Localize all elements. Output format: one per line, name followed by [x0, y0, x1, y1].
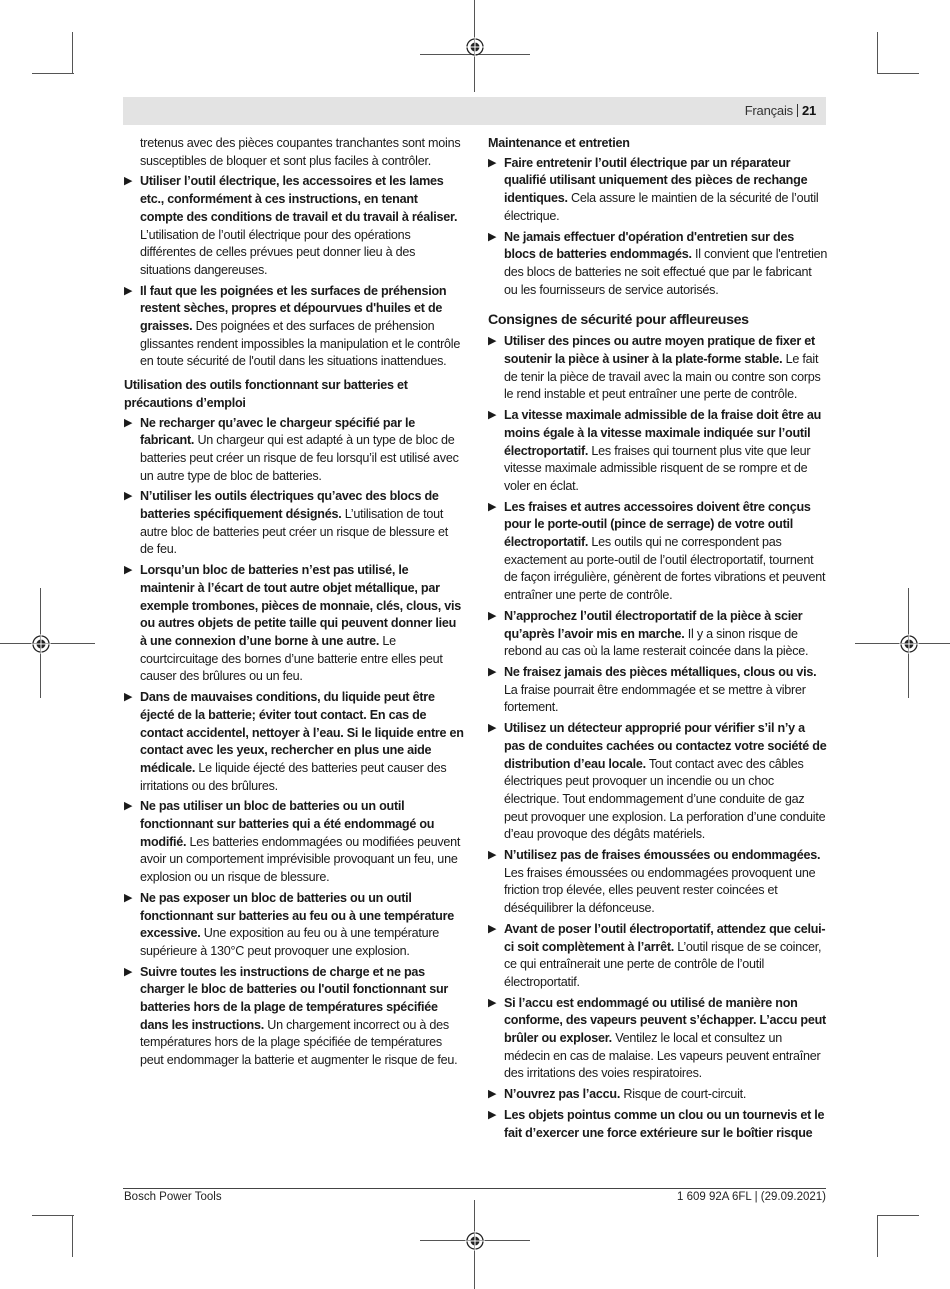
bullet-arrow-icon: ▶	[488, 1108, 497, 1121]
instruction-bold: Les objets pointus comme un clou ou un tournevis et le fait d’exercer une force extérieure sur le boîtier risque	[504, 1107, 825, 1140]
instruction-explanation: Le courtcircuitage des bornes d’une batterie entre elles peut causer des brûlures ou un feu.	[140, 633, 443, 684]
list-item	[124, 798, 464, 887]
list-battery	[124, 415, 464, 1070]
instruction-bold: Ne pas exposer un bloc de batteries ou un outil fonctionnant sur batteries au feu ou à une température excessive.	[140, 890, 454, 941]
list-item	[488, 1107, 828, 1142]
instruction-bold: Faire entretenir l’outil électrique par un réparateur qualifié utilisant uniquement des pièces de rechange identiques.	[504, 155, 808, 206]
instruction-explanation: Cela assure le maintien de la sécurité de l’outil électrique.	[504, 191, 819, 223]
list-item	[488, 499, 828, 605]
left-column	[124, 135, 464, 1073]
instruction-bold: Utiliser l’outil électrique, les accessoires et les lames etc., conformément à ces instructions, en tenant compte des conditions de travail et du travail à réaliser.	[140, 174, 458, 224]
instruction-bold: N’utiliser les outils électriques qu’avec des blocs de batteries spécifiquement désignés.	[140, 489, 439, 522]
page-number: 21	[801, 103, 816, 118]
list-item	[124, 283, 464, 372]
bullet-arrow-icon: ▶	[488, 849, 497, 862]
bullet-arrow-icon: ▶	[488, 922, 497, 935]
list-item	[488, 229, 828, 300]
list-item	[488, 720, 828, 844]
instruction-explanation: Risque de court-circuit.	[623, 1087, 747, 1102]
subheading-battery: Utilisation des outils fonctionnant sur batteries et précautions d’emploi	[124, 378, 408, 410]
instruction-bold: Ne jamais effectuer d'opération d'entretien sur des blocs de batteries endommagés.	[504, 229, 794, 262]
list-item	[488, 155, 828, 226]
instruction-bold: Avant de poser l’outil électroportatif, attendez que celui-ci soit complètement à l’arrêt.	[504, 921, 826, 954]
registration-mark-icon	[465, 1231, 485, 1251]
list-general	[124, 173, 464, 371]
crop-mark	[72, 32, 73, 74]
list-maintenance	[488, 155, 828, 300]
list-item	[124, 964, 464, 1070]
crop-mark	[877, 1215, 878, 1257]
registration-mark-icon	[465, 37, 485, 57]
instruction-explanation: Ventilez le local et consultez un médecin en cas de malaise. Les vapeurs peuvent entraîner des irritations des voies respiratoires.	[504, 1031, 821, 1081]
instruction-explanation: Les fraises émoussées ou endommagées provoquent une friction trop élevée, elles peuvent rester coincées et déséquilibrer la défonceuse.	[504, 865, 816, 916]
footer-rule	[123, 1188, 826, 1189]
list-item	[124, 689, 464, 795]
bullet-arrow-icon: ▶	[488, 1088, 497, 1101]
bullet-arrow-icon: ▶	[488, 335, 497, 348]
list-item	[488, 664, 828, 717]
instruction-bold: Suivre toutes les instructions de charge et ne pas charger le bloc de batteries ou l'outil fonctionnant sur batteries hors de la plage de températures spécifiée dans les instructions.	[140, 964, 449, 1032]
list-item	[488, 407, 828, 496]
instruction-explanation: L’utilisation de tout autre bloc de batteries peut créer un risque de blessure et de feu.	[140, 507, 448, 557]
instruction-explanation: La fraise pourrait être endommagée et se mettre à vibrer fortement.	[504, 682, 806, 715]
bullet-arrow-icon: ▶	[124, 284, 133, 297]
instruction-explanation: Un chargeur qui est adapté à un type de bloc de batteries peut créer un risque de feu lorsqu’il est utilisé avec un autre type de bloc de batteries.	[140, 433, 459, 483]
bullet-arrow-icon: ▶	[124, 416, 133, 429]
instruction-bold: Dans de mauvaises conditions, du liquide peut être éjecté de la batterie; éviter tout contact. En cas de contact accidentel, nettoyer à l’eau. Si le liquide entre en contact avec les yeux, rechercher en plus une aide médicale.	[140, 690, 464, 775]
list-item	[124, 890, 464, 961]
instruction-bold: N’utilisez pas de fraises émoussées ou endommagées.	[504, 848, 821, 863]
crop-mark	[877, 1215, 919, 1216]
instruction-explanation: Les outils qui ne correspondent pas exactement au porte-outil de l’outil électroportatif, tournent de façon irrégulière, génèrent de fortes vibrations et peuvent entraîner une perte de contrôle.	[504, 535, 826, 603]
instruction-explanation: Des poignées et des surfaces de préhension glissantes rendent impossibles la manipulation et le contrôle en toute sécurité de l'outil dans les situations inattendues.	[140, 319, 461, 369]
registration-mark-icon	[899, 634, 919, 654]
header-text	[745, 103, 816, 118]
instruction-explanation: Les fraises qui tournent plus vite que leur vitesse maximale admissible risquent de se rompre et de voler en éclat.	[504, 443, 811, 493]
instruction-bold: Ne fraisez jamais des pièces métalliques, clous ou vis.	[504, 664, 817, 679]
bullet-arrow-icon: ▶	[124, 965, 133, 978]
list-item	[488, 608, 828, 661]
list-item	[124, 173, 464, 279]
bullet-arrow-icon: ▶	[488, 996, 497, 1009]
bullet-arrow-icon: ▶	[124, 175, 133, 188]
instruction-bold: Il faut que les poignées et les surfaces de préhension restent sèches, propres et dépourvues d'huiles et de graisses.	[140, 283, 447, 334]
list-item	[488, 333, 828, 404]
bullet-arrow-icon: ▶	[124, 564, 133, 577]
bullet-arrow-icon: ▶	[488, 409, 497, 422]
instruction-explanation: Il y a sinon risque de rebond au cas où la lame resterait coincée dans la pièce.	[504, 626, 809, 659]
list-router	[488, 333, 828, 1142]
list-item	[488, 995, 828, 1084]
crop-mark	[32, 1215, 74, 1216]
instruction-bold: N’approchez l’outil électroportatif de la pièce à scier qu’après l’avoir mis en marche.	[504, 608, 803, 641]
instruction-bold: Lorsqu’un bloc de batteries n’est pas utilisé, le maintenir à l’écart de tout autre objet métallique, par exemple trombones, pièces de monnaie, clés, clous, vis ou autres objets de petite taille qui peuvent donner lieu à une connexion d’une borne à une autre.	[140, 563, 462, 648]
footer-doc-number: 1 609 92A 6FL | (29.09.2021)	[677, 1191, 826, 1203]
instruction-explanation: L’utilisation de l’outil électrique pour des opérations différentes de celles prévues peut donner lieu à des situations dangereuses.	[140, 227, 416, 277]
list-item	[488, 847, 828, 918]
list-item	[488, 921, 828, 992]
instruction-explanation: L’outil risque de se coincer, ce qui entraînerait une perte de contrôle de l’outil électroportatif.	[504, 939, 822, 989]
instruction-explanation: Une exposition au feu ou à une température supérieure à 130°C peut provoquer une explosion.	[140, 926, 440, 958]
bullet-arrow-icon: ▶	[488, 722, 497, 735]
bullet-arrow-icon: ▶	[488, 609, 497, 622]
instruction-explanation: Le fait de tenir la pièce de travail avec la main ou contre son corps le rend instable et peut entraîner une perte de contrôle.	[504, 352, 821, 402]
instruction-bold: Ne recharger qu’avec le chargeur spécifié par le fabricant.	[140, 415, 415, 448]
bullet-arrow-icon: ▶	[488, 665, 497, 678]
bullet-arrow-icon: ▶	[488, 500, 497, 513]
continued-paragraph: tretenus avec des pièces coupantes tranchantes sont moins susceptibles de bloquer et sont plus faciles à contrôler.	[140, 136, 461, 168]
instruction-bold: Si l’accu est endommagé ou utilisé de manière non conforme, des vapeurs peuvent s’échapper. L’accu peut brûler ou exploser.	[504, 995, 826, 1046]
header-language: Français	[744, 103, 793, 118]
bullet-arrow-icon: ▶	[124, 490, 133, 503]
crop-mark	[877, 32, 878, 74]
instruction-bold: La vitesse maximale admissible de la fraise doit être au moins égale à la vitesse maximale indiquée sur l’outil électroportatif.	[504, 408, 822, 458]
crop-mark	[32, 73, 74, 74]
instruction-bold: Utilisez un détecteur approprié pour vérifier s’il n’y a pas de conduites cachées ou contactez votre société de distribution d’eau locale.	[504, 721, 827, 771]
bullet-arrow-icon: ▶	[124, 691, 133, 704]
footer-brand: Bosch Power Tools	[124, 1191, 222, 1203]
instruction-explanation: Tout contact avec des câbles électriques peut provoquer un incendie ou un choc électrique. Tout endommagement d’une conduite de gaz peut provoquer une explosion. La perforation d’une conduite d’eau provoque des dégâts matériels.	[504, 756, 826, 842]
list-item	[124, 415, 464, 486]
list-item	[488, 1086, 828, 1104]
instruction-bold: Utiliser des pinces ou autre moyen pratique de fixer et soutenir la pièce à usiner à la plate-forme stable.	[504, 334, 815, 367]
bullet-arrow-icon: ▶	[124, 891, 133, 904]
subheading-maintenance: Maintenance et entretien	[488, 136, 630, 150]
list-item	[124, 488, 464, 559]
instruction-explanation: Un chargement incorrect ou à des températures hors de la plage spécifiée de températures peut endommager la batterie et augmenter le risque de feu.	[140, 1017, 458, 1068]
instruction-explanation: Le liquide éjecté des batteries peut causer des irritations ou des brûlures.	[140, 760, 447, 793]
instruction-explanation: Il convient que l'entretien des blocs de batteries ne soit effectué que par le fabricant ou les fournisseurs de service autorisés.	[504, 247, 828, 297]
instruction-bold: Ne pas utiliser un bloc de batteries ou un outil fonctionnant sur batteries qui a été endommagé ou modifié.	[140, 799, 435, 849]
bullet-arrow-icon: ▶	[488, 230, 497, 243]
list-item	[124, 562, 464, 686]
bullet-arrow-icon: ▶	[124, 800, 133, 813]
instruction-explanation: Les batteries endommagées ou modifiées peuvent avoir un comportement imprévisible provoquant un feu, une explosion ou un risque de blessure.	[140, 834, 461, 885]
crop-mark	[72, 1215, 73, 1257]
registration-mark-icon	[31, 634, 51, 654]
page-header	[123, 97, 826, 125]
header-separator	[797, 104, 798, 117]
section-heading-router: Consignes de sécurité pour affleureuses	[488, 312, 749, 329]
bullet-arrow-icon: ▶	[488, 156, 497, 169]
instruction-bold: N’ouvrez pas l’accu.	[504, 1087, 621, 1102]
right-column	[488, 135, 828, 1145]
crop-mark	[877, 73, 919, 74]
instruction-bold: Les fraises et autres accessoires doivent être conçus pour le porte-outil (pince de serrage) de votre outil électroportatif.	[504, 499, 811, 550]
